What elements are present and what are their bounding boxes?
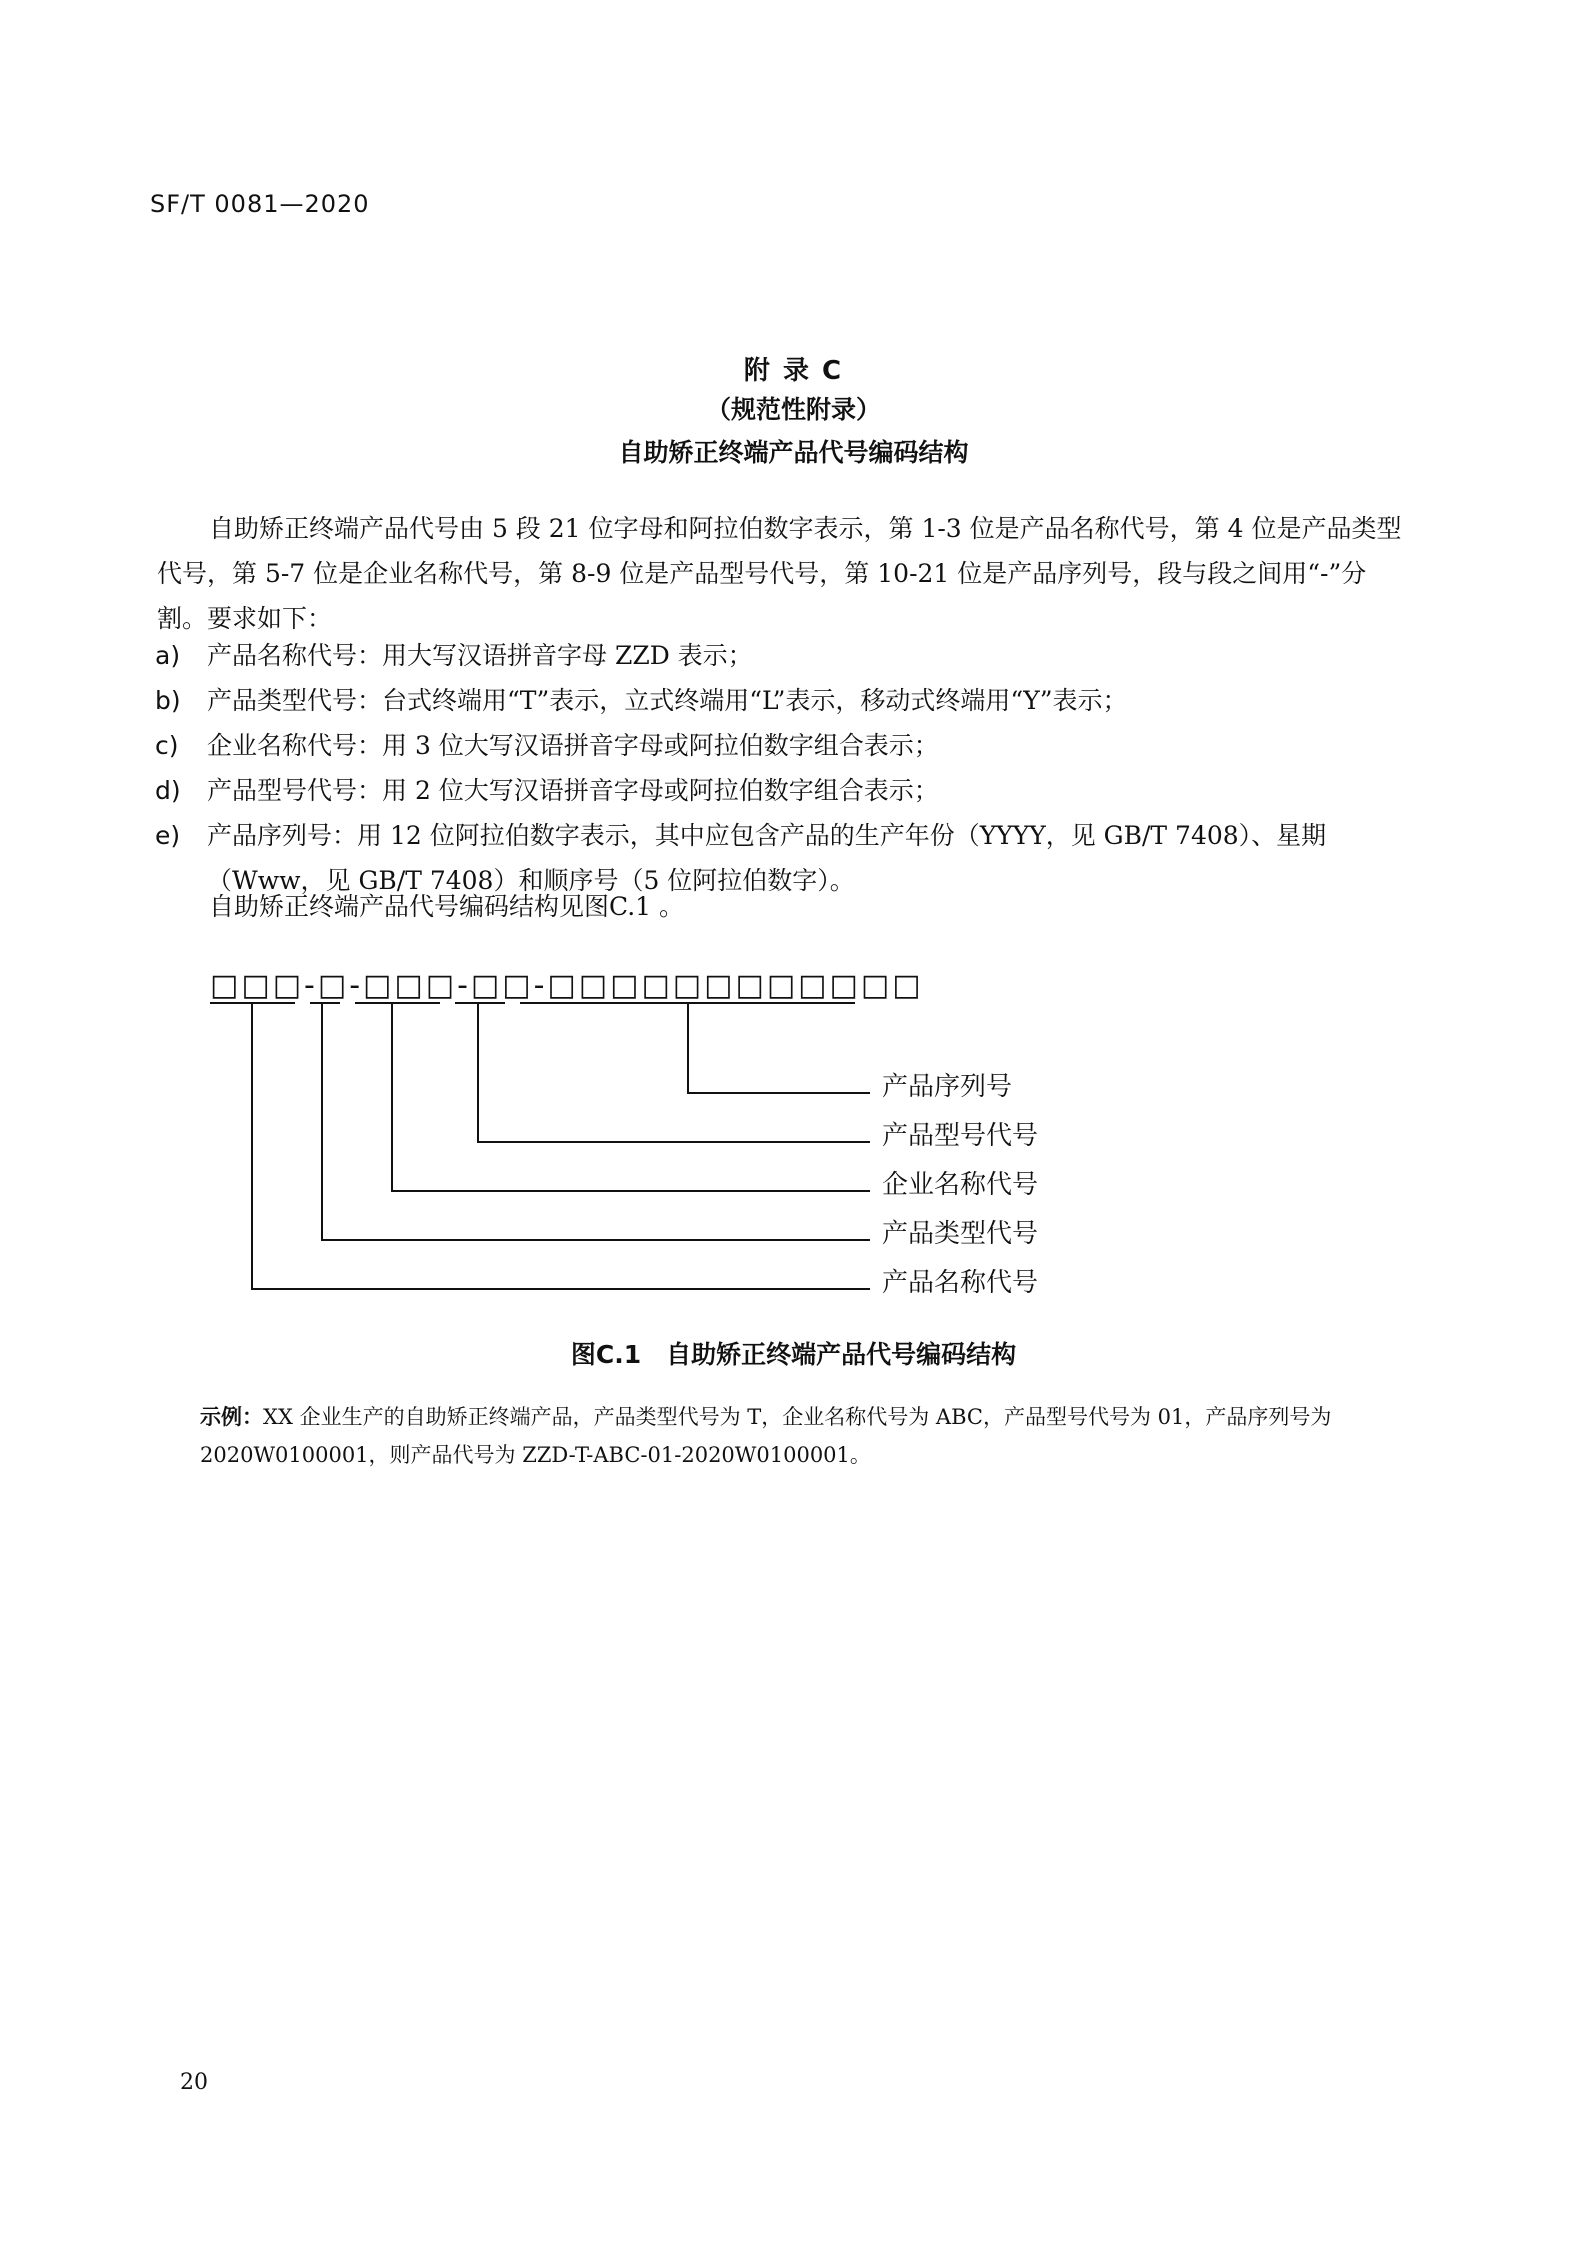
appendix-title: 附 录 C (743, 356, 844, 386)
leader-serial-number (688, 1003, 870, 1093)
figure-reference: 自助矫正终端产品代号编码结构见图C.1 。 (209, 892, 685, 921)
list-item (155, 723, 1410, 768)
label-serial-number: 产品序列号 (882, 1072, 1013, 1102)
appendix-subtitle: （规范性附录） (705, 395, 881, 424)
label-type-code: 产品类型代号 (882, 1219, 1039, 1249)
list-item (155, 678, 1410, 723)
leader-company-code (392, 1003, 870, 1191)
label-name-code: 产品名称代号 (882, 1268, 1039, 1298)
intro-paragraph: 自助矫正终端产品代号由 5 段 21 位字母和阿拉伯数字表示，第 1-3 位是产品名称代号，第 4 位是产品类型代号，第 5-7 位是企业名称代号，第 8-9 位是产品型号代号，第 10-21 位是产品序列号，段与段之间用“-”分割。要求如下： (157, 514, 1402, 633)
list-item-label: b) (155, 686, 181, 715)
code-pattern: □□□-□-□□□-□□-□□□□□□□□□□□□ (210, 968, 924, 1003)
code-structure-diagram (200, 960, 1100, 1324)
list-item (155, 633, 1410, 678)
list-item-text: 企业名称代号：用 3 位大写汉语拼音字母或阿拉伯数字组合表示； (207, 731, 939, 760)
label-model-code: 产品型号代号 (882, 1121, 1039, 1151)
list-item-label: d) (155, 776, 181, 805)
example-note (200, 1398, 1410, 1474)
leader-model-code (478, 1003, 870, 1142)
page-number: 20 (180, 2070, 208, 2095)
list-item-text: 产品名称代号：用大写汉语拼音字母 ZZD 表示； (207, 641, 753, 670)
figure-caption: 图C.1 自助矫正终端产品代号编码结构 (570, 1340, 1017, 1369)
list-item-text: 产品序列号：用 12 位阿拉伯数字表示，其中应包含产品的生产年份（YYYY，见 GB/T 7408）、星期（Www，见 GB/T 7408）和顺序号（5 位阿拉伯数字）。 (207, 821, 1327, 895)
example-label: 示例： (200, 1405, 263, 1429)
list-item-label: e) (155, 821, 181, 850)
list-item-label: c) (155, 731, 179, 760)
list-item-text: 产品型号代号：用 2 位大写汉语拼音字母或阿拉伯数字组合表示； (207, 776, 939, 805)
list-item-text: 产品类型代号：台式终端用“T”表示，立式终端用“L”表示，移动式终端用“Y”表示； (207, 686, 1128, 715)
example-text: XX 企业生产的自助矫正终端产品，产品类型代号为 T，企业名称代号为 ABC，产品型号代号为 01，产品序列号为 2020W0100001，则产品代号为 ZZD-T-ABC-01-2020W0100001。 (200, 1405, 1332, 1467)
list-item (155, 768, 1410, 813)
leader-type-code (322, 1003, 870, 1240)
label-company-code: 企业名称代号 (882, 1170, 1039, 1200)
document-code-header: SF/T 0081—2020 (150, 190, 370, 218)
list-item-label: a) (155, 641, 181, 670)
appendix-heading: 自助矫正终端产品代号编码结构 (618, 438, 969, 467)
leader-name-code (252, 1003, 870, 1289)
